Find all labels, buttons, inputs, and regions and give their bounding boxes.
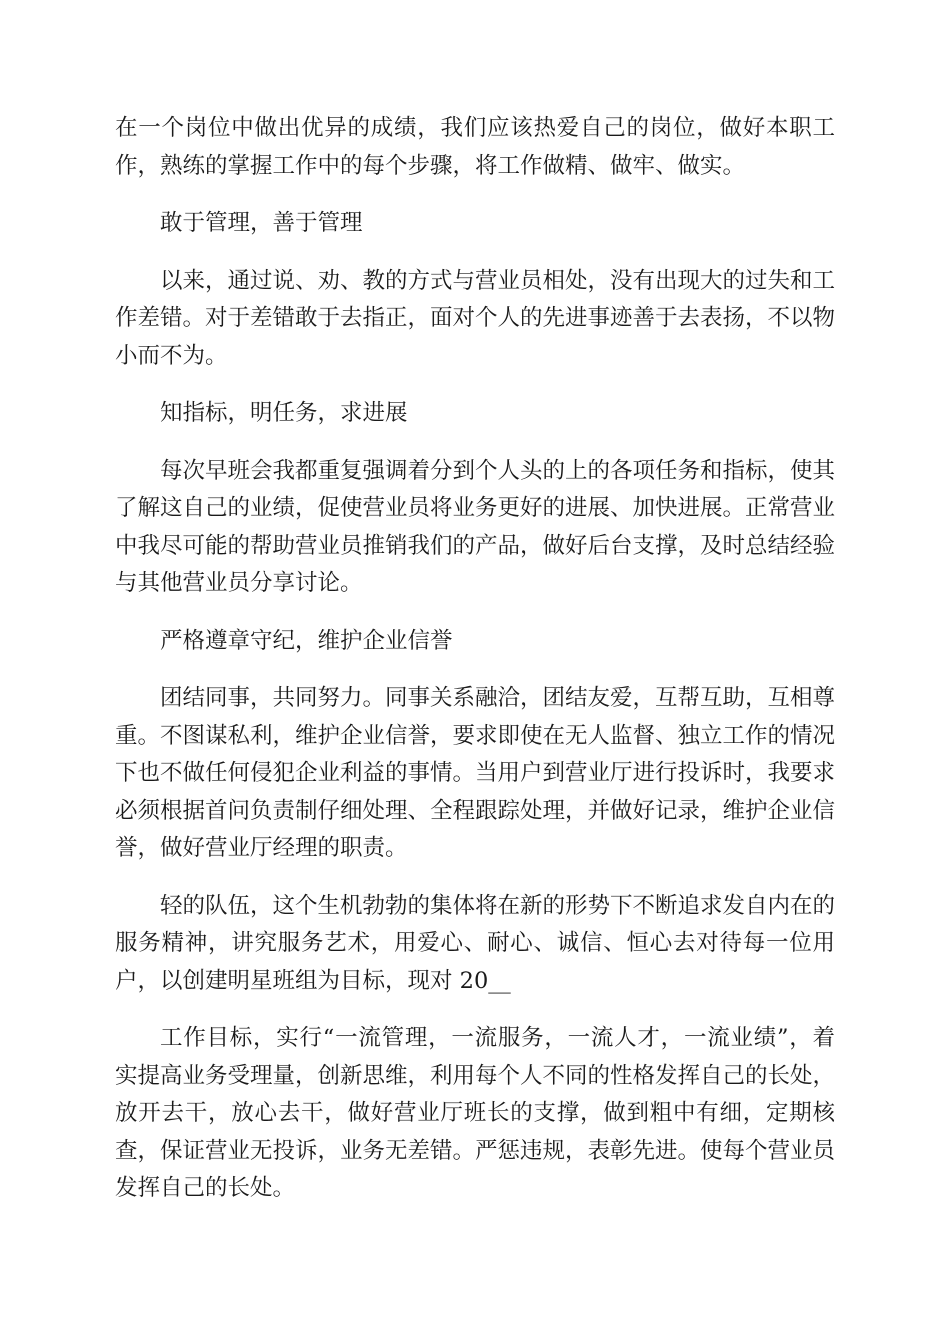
paragraph-4: 团结同事，共同努力。同事关系融洽，团结友爱，互帮互助，互相尊重。不图谋私利，维护企业信誉，要求即使在无人监督、独立工作的情况下也不做任何侵犯企业利益的事情。当用户到营业厅进行投诉时，我要求必须根据首问负责制仔细处理、全程跟踪处理，并做好记录，维护企业信誉，做好营业厅经理的职责。 — [115, 685, 836, 861]
paragraph-2: 以来，通过说、劝、教的方式与营业员相处，没有出现大的过失和工作差错。对于差错敢于去指正，面对个人的先进事迹善于去表扬，不以物小而不为。 — [115, 267, 836, 369]
paragraph-1: 在一个岗位中做出优异的成绩，我们应该热爱自己的岗位，做好本职工作，熟练的掌握工作中的每个步骤，将工作做精、做牢、做实。 — [115, 115, 835, 179]
section-heading-3: 严格遵章守纪，维护企业信誉 — [160, 627, 453, 654]
section-heading-2: 知指标，明任务，求进展 — [160, 400, 408, 426]
paragraph-3: 每次早班会我都重复强调着分到个人头的上的各项任务和指标，使其了解这自己的业绩，促使营业员将业务更好的进展、加快进展。正常营业中我尽可能的帮助营业员推销我们的产品，做好后台支撑，及时总结经验与其他营业员分享讨论。 — [115, 457, 836, 596]
section-heading-1: 敢于管理，善于管理 — [160, 210, 363, 236]
paragraph-6: 工作目标，实行“一流管理，一流服务，一流人才，一流业绩”，着实提高业务受理量，创新思维，利用每个人不同的性格发挥自己的长处，放开去干，放心去干，做好营业厅班长的支撑，做到粗中有细，定期核查，保证营业无投诉，业务无差错。严惩违规，表彰先进。使每个营业员发挥自己的长处。 — [115, 1025, 836, 1201]
document-page — [115, 110, 835, 1228]
paragraph-5: 轻的队伍，这个生机勃勃的集体将在新的形势下不断追求发自内在的服务精神，讲究服务艺术，用爱心、耐心、诚信、恒心去对待每一位用户，以创建明星班组为目标，现对 20__ — [115, 892, 836, 994]
